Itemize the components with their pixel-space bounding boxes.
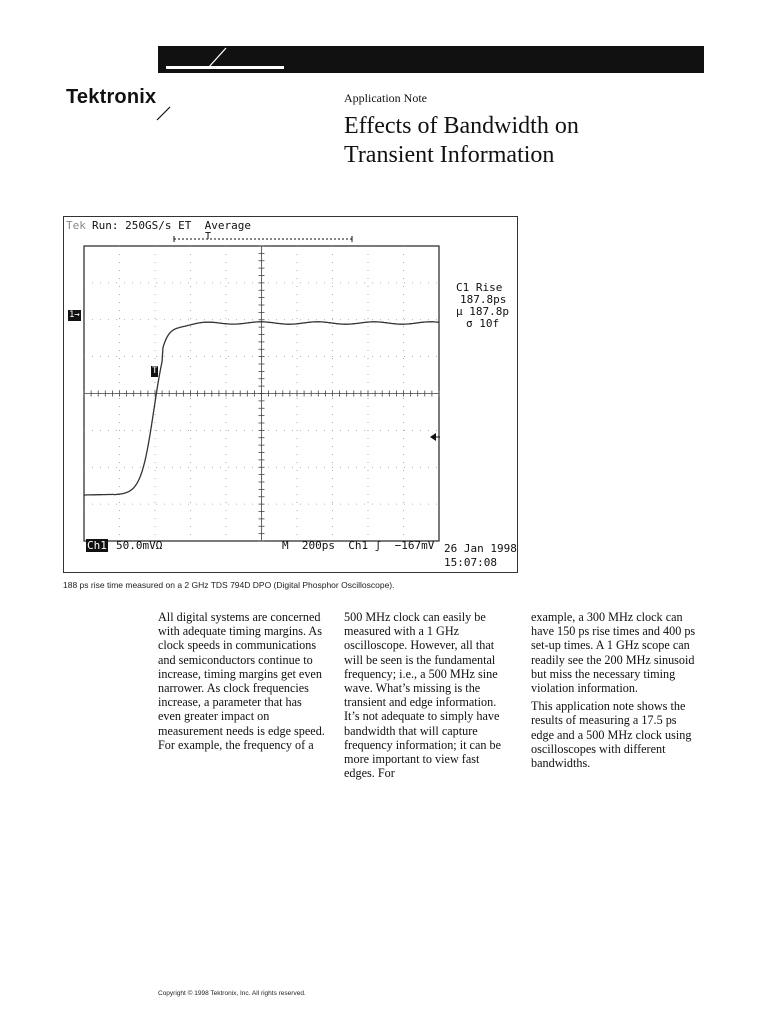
body-column-3 [531, 610, 699, 770]
tektronix-logo [66, 86, 156, 109]
body-column-1 [158, 610, 326, 752]
title-line-1: Effects of Bandwidth on [344, 113, 579, 139]
paragraph: All digital systems are concerned with adequate timing margins. As clock speeds in communications and semiconductors continue to increase, timing margins get even narrower. As clock frequencies increase, a parameter that has even greater impact on measurement needs is edge speed. For example, the frequency of a [158, 610, 325, 752]
body-column-2 [344, 610, 512, 780]
channel1-ground-marker: 1→ [69, 310, 80, 320]
header-bar [158, 46, 704, 73]
paragraph: This application note shows the results of measuring a 17.5 ps edge and a 500 MHz clock using oscilloscopes with different bandwidths. [531, 699, 692, 771]
channel-label: Ch1 [87, 539, 107, 552]
copyright-notice: Copyright © 1998 Tektronix, Inc. All rights reserved. [158, 990, 306, 997]
acquisition-status: Run: 250GS/s ET Average [92, 219, 251, 232]
capture-time: 15:07:08 [444, 556, 497, 569]
figure-caption: 188 ps rise time measured on a 2 GHz TDS 794D DPO (Digital Phosphor Oscilloscope). [63, 580, 395, 590]
paragraph: example, a 300 MHz clock can have 150 ps rise times and 400 ps set-up times. A 1 GHz scope can readily see the 200 MHz sinusoid but miss the necessary timing violation information. [531, 610, 696, 696]
logo-slash-icon [154, 106, 174, 122]
paragraph: 500 MHz clock can easily be measured with a 1 GHz oscilloscope. However, all that will be seen is the fundamental frequency; i.e., a 500 MHz sine wave. What’s missing is the transient and edge information. It’s not adequate to simply have bandwidth that will capture frequency information; it can be more important to view fast edges. For [344, 610, 502, 781]
scope-graticule [64, 217, 519, 574]
timebase-readout: M 200ps Ch1 ʃ −167mV [282, 539, 435, 552]
header-slash-decoration [158, 46, 704, 73]
tek-label: Tek [66, 219, 86, 232]
capture-date: 26 Jan 1998 [444, 542, 517, 555]
measurement-label: C1 Rise [456, 281, 503, 294]
page-title [344, 112, 704, 170]
oscilloscope-screenshot [63, 216, 518, 573]
trigger-point-marker: T [152, 366, 158, 376]
trigger-position-marker: T [205, 231, 212, 242]
measurement-sigma: σ 10f [466, 317, 500, 330]
document-type: Application Note [344, 91, 427, 105]
measurement-mean: μ 187.8p [456, 305, 509, 318]
title-line-2: Transient Information [344, 142, 555, 168]
measurement-value: 187.8ps [460, 293, 507, 306]
channel-scale: 50.0mVΩ [116, 539, 163, 552]
brand-name: Tektronix [66, 86, 157, 108]
